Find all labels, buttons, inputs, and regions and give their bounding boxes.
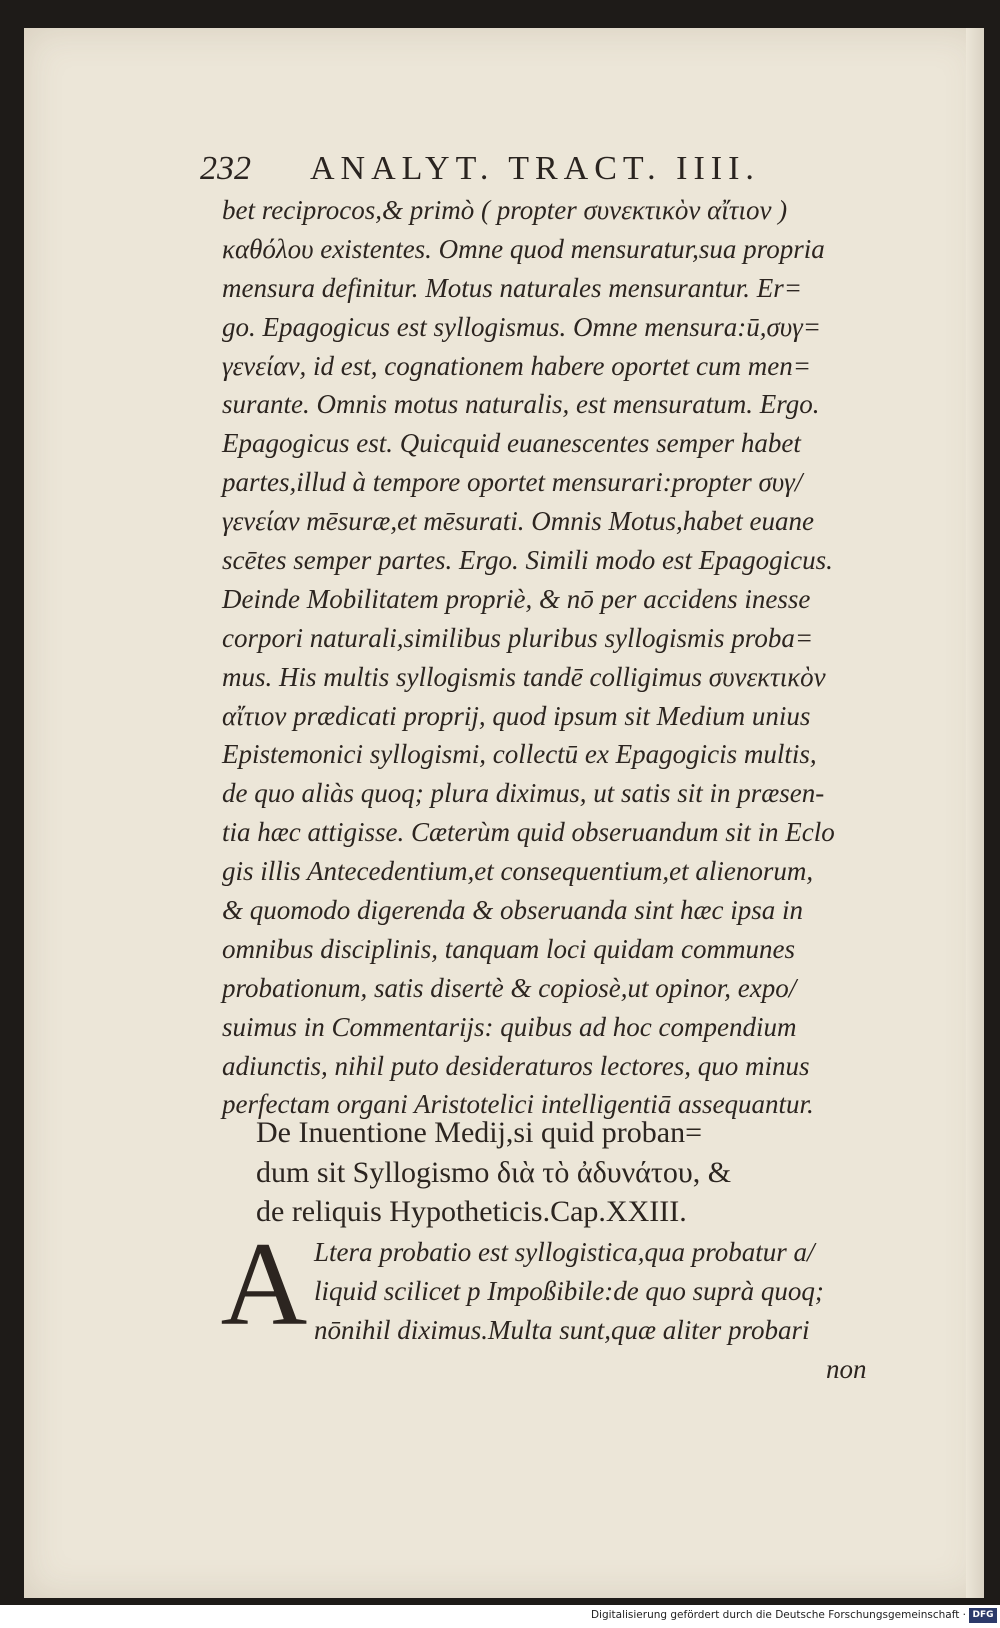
text-line: adiunctis, nihil puto desideraturos lectores, quo minus	[222, 1050, 810, 1081]
chapter-text-line: liquid scilicet p Impoßibile:de quo suprà quoq;	[314, 1276, 824, 1306]
text-line: καθόλου existentes. Omne quod mensuratur,sua propria	[222, 233, 825, 264]
text-line: scētes semper partes. Ergo. Simili modo est Epagogicus.	[222, 545, 833, 576]
running-head-title: ANALYT. TRACT. IIII.	[310, 150, 760, 187]
catchword: non	[826, 1354, 867, 1384]
drop-cap: A	[220, 1217, 308, 1350]
chapter-text-line: nōnihil diximus.Multa sunt,quæ aliter probari	[314, 1315, 810, 1345]
text-line: corpori naturali,similibus pluribus syllogismis proba=	[222, 622, 814, 653]
text-line: surante. Omnis motus naturalis, est mensuratum. Ergo.	[222, 389, 820, 420]
heading-line: de reliquis Hypotheticis.Cap.XXIII.	[256, 1195, 687, 1228]
dfg-logo: DFG	[969, 1608, 997, 1623]
text-line: tia hæc attigisse. Cæterùm quid obseruandum sit in Eclo	[222, 817, 835, 848]
heading-line: De Inuentione Medij,si quid proban=	[256, 1116, 703, 1149]
footer-credit: Digitalisierung gefördert durch die Deutsche Forschungsgemeinschaft ·	[590, 1609, 966, 1621]
text-line: omnibus disciplinis, tanquam loci quidam communes	[222, 933, 795, 964]
heading-line: dum sit Syllogismo διὰ τὸ ἀδυνάτου, &	[256, 1155, 732, 1189]
text-line: mus. His multis syllogismis tandē colligimus συνεκτικὸν	[222, 661, 826, 692]
text-line: partes,illud à tempore oportet mensurari:propter συγ/	[222, 467, 803, 498]
text-line: γενείαν, id est, cognationem habere oportet cum men=	[222, 350, 811, 381]
text-line: mensura definitur. Motus naturales mensurantur. Er=	[222, 272, 802, 303]
text-line: Epistemonici syllogismi, collectū ex Epagogicis multis,	[222, 739, 817, 770]
text-line: gis illis Antecedentium,et consequentium,et alienorum,	[222, 856, 814, 887]
text-line: Epagogicus est. Quicquid euanescentes semper habet	[222, 428, 801, 459]
text-line: suimus in Commentarijs: quibus ad hoc compendium	[222, 1011, 797, 1042]
text-line: perfectam organi Aristotelici intelligentiā assequantur.	[222, 1089, 814, 1120]
chapter-text-line: Ltera probatio est syllogistica,qua probatur a/	[314, 1237, 815, 1267]
footer-bar	[0, 1605, 1000, 1628]
text-line: γενείαν mēsuræ,et mēsurati. Omnis Motus,habet euane	[222, 506, 815, 537]
text-line: probationum, satis disertè & copiosè,ut opinor, expo/	[222, 972, 797, 1003]
text-line: bet reciprocos,& primò ( propter συνεκτικὸν αἴτιον )	[222, 195, 788, 225]
page-number: 232	[200, 150, 251, 187]
chapter-body	[314, 1233, 884, 1350]
page-edge	[966, 28, 984, 1598]
text-line: αἴτιον prædicati proprij, quod ipsum sit Medium unius	[222, 700, 811, 731]
text-line: & quomodo digerenda & obseruanda sint hæc ipsa in	[222, 895, 803, 926]
text-line: go. Epagogicus est syllogismus. Omne mensura:ū,συγ=	[222, 311, 822, 342]
chapter-heading	[256, 1113, 876, 1232]
body-text	[222, 191, 892, 1124]
text-line: Deinde Mobilitatem propriè, & nō per accidens inesse	[222, 583, 811, 614]
text-line: de quo aliàs quoq; plura diximus, ut satis sit in præsen-	[222, 778, 825, 809]
